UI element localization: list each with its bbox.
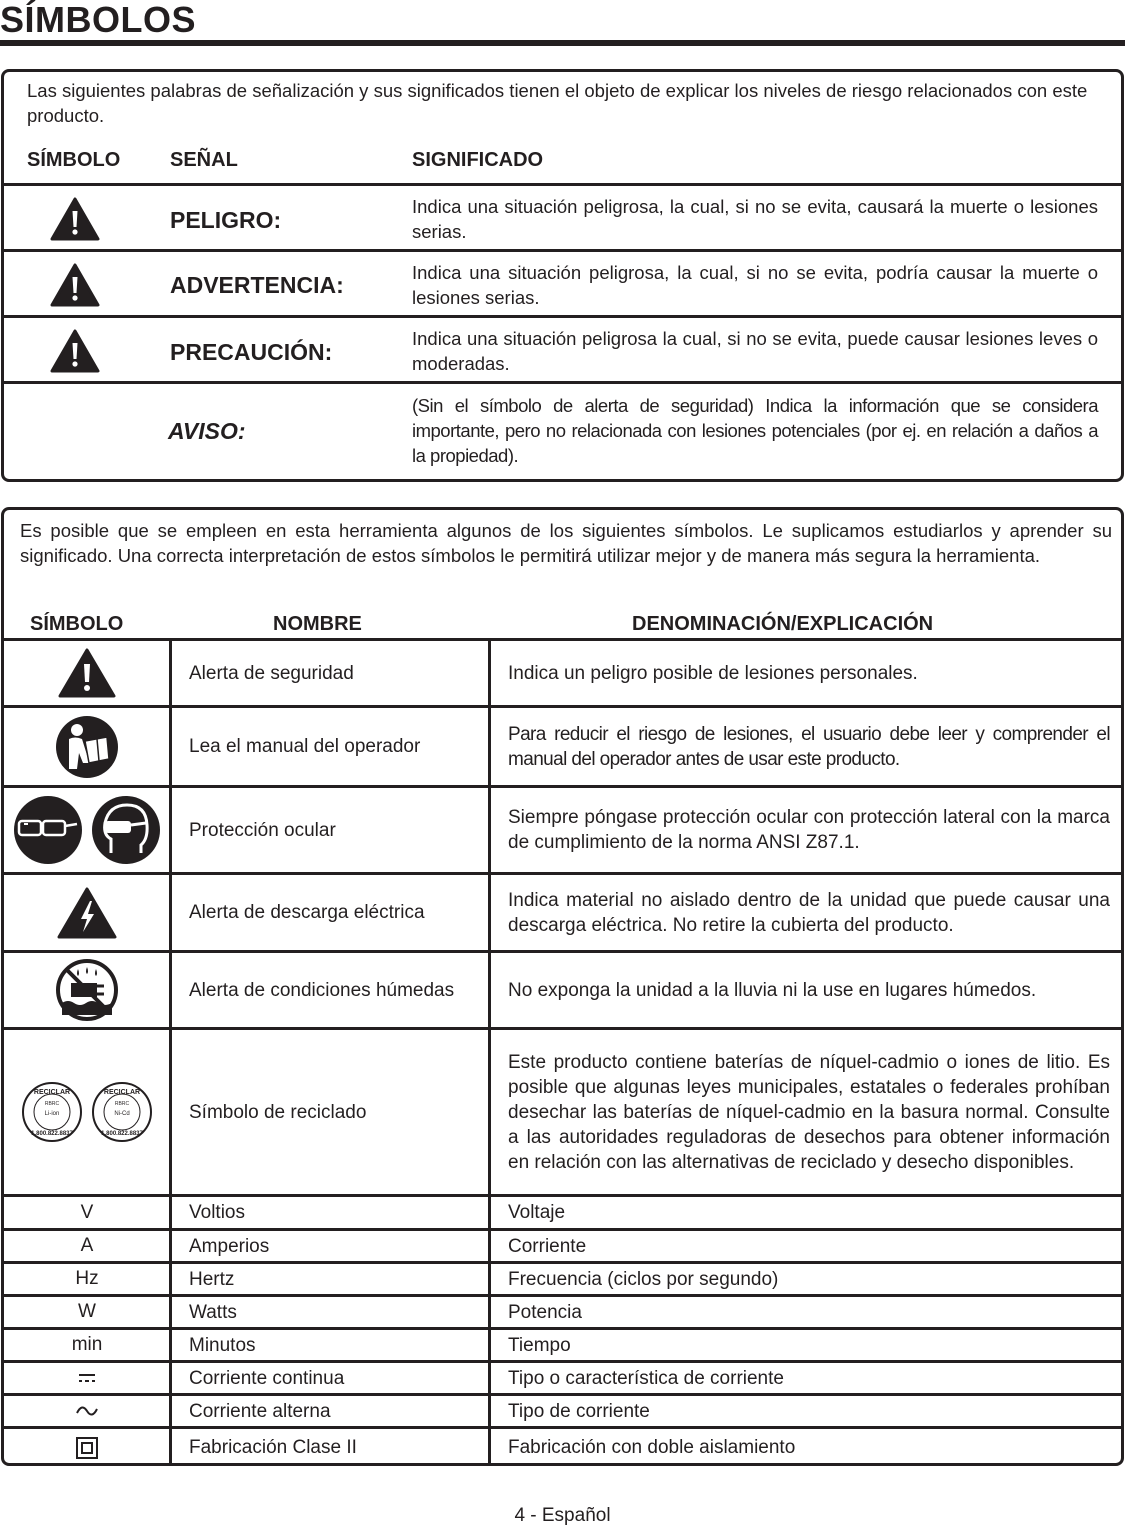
symbol-name: Alerta de seguridad [189,662,354,684]
unit-name: Fabricación Clase II [189,1437,357,1458]
warning-triangle-icon [50,263,100,307]
svg-text:1.800.822.8837: 1.800.822.8837 [31,1131,73,1137]
symbol-explanation: Indica material no aislado dentro de la unidad que puede causar una descarga eléctrica. No retire la cubierta del producto. [508,889,1110,936]
symbol-cell [4,708,170,785]
unit-explanation: Fabricación con doble aislamiento [508,1437,796,1458]
symbols-panel [1,507,1124,1466]
recycling-seal-ni-cd-icon [91,1081,153,1143]
header-explanation: DENOMINACIÓN/EXPLICACIÓN [632,613,934,635]
svg-text:Ni-Cd: Ni-Cd [114,1111,130,1117]
unit-symbol [4,1396,170,1426]
svg-text:RBRC: RBRC [114,1101,130,1107]
symbol-explanation: Siempre póngase protección ocular con protección lateral con la marca de cumplimiento de la norma ANSI Z87.1. [508,807,1110,853]
signal-intro: Las siguientes palabras de señalización y sus significados tienen el objeto de explicar los niveles de riesgo relacionados con este producto. [27,80,1088,126]
symbol-cell [4,1030,170,1194]
page-footer: 4 - Español [514,1505,611,1526]
unit-explanation: Corriente [508,1235,587,1257]
warning-triangle-icon [58,648,116,698]
unit-name: Amperios [189,1235,270,1257]
header-symbol: SÍMBOLO [27,149,121,171]
unit-explanation: Tiempo [508,1334,571,1356]
signal-word-precaucion: PRECAUCIÓN: [170,339,333,365]
signal-meaning: Indica una situación peligrosa, la cual, si no se evita, causará la muerte o lesiones serias. [412,196,1098,242]
unit-name: Corriente alterna [189,1400,331,1422]
unit-symbol: min [71,1334,103,1355]
unit-explanation: Tipo o característica de corriente [508,1367,784,1389]
symbol-cell [4,875,170,950]
signal-meaning: Indica una situación peligrosa, la cual, si no se evita, podría causar la muerte o lesiones serias. [412,262,1098,308]
symbol-name: Alerta de condiciones húmedas [189,979,455,1001]
alternating-current-icon [76,1403,98,1419]
svg-text:Li-ion: Li-ion [44,1111,60,1117]
symbol-cell [4,953,170,1027]
safety-glasses-icon [13,795,83,865]
header-symbol: SÍMBOLO [30,613,124,635]
read-manual-icon [55,715,119,779]
svg-text:RECICLAR: RECICLAR [103,1089,141,1096]
symbol-explanation: Para reducir el riesgo de lesiones, el usuario debe leer y comprender el manual del operador antes de usar este producto. [508,723,1110,770]
header-signal: SEÑAL [170,149,238,171]
symbol-cell [4,788,170,872]
signal-words-panel [1,69,1124,482]
unit-symbol: W [78,1301,96,1322]
header-meaning: SIGNIFICADO [412,149,544,171]
electric-shock-icon [57,887,117,939]
signal-meaning: Indica una situación peligrosa la cual, si no se evita, puede causar lesiones leves o moderadas. [412,328,1098,374]
symbol-explanation: Este producto contiene baterías de níquel-cadmio o iones de litio. Es posible que algunas leyes municipales, estatales o federales prohíban desechar las baterías de níquel-cadmio en la basura normal. Consulte a las autoridades reguladoras de desechos para obtener información en relación con las alternativas de reciclado y desecho disponibles. [508,1051,1110,1173]
direct-current-icon [78,1372,96,1384]
unit-name: Corriente continua [189,1367,345,1389]
unit-explanation: Frecuencia (ciclos por segundo) [508,1268,779,1290]
unit-symbol [4,1429,170,1466]
title-divider [0,40,1125,46]
symbol-name: Protección ocular [189,819,336,841]
signal-word-advertencia: ADVERTENCIA: [170,272,344,298]
unit-symbol: A [80,1235,94,1256]
class-ii-construction-icon [76,1437,98,1459]
warning-triangle-icon [50,197,100,241]
unit-name: Watts [189,1301,237,1323]
recycling-seal-li-ion-icon [21,1081,83,1143]
unit-symbol: Hz [75,1268,99,1289]
signal-meaning: (Sin el símbolo de alerta de seguridad) Indica la información que se considera importante, pero no relacionada con lesiones potenciales (por ej. en relación a daños a la propiedad). [412,395,1098,466]
symbol-explanation: No exponga la unidad a la lluvia ni la use en lugares húmedos. [508,979,1037,1001]
svg-text:1.800.822.8837: 1.800.822.8837 [101,1131,143,1137]
row-divider [4,315,1121,318]
unit-explanation: Tipo de corriente [508,1400,650,1422]
row-divider [4,249,1121,252]
unit-explanation: Potencia [508,1301,582,1323]
svg-text:RECICLAR: RECICLAR [33,1089,71,1096]
face-shield-icon [91,795,161,865]
row-divider [4,381,1121,384]
unit-name: Voltios [189,1202,245,1223]
svg-text:RBRC: RBRC [44,1101,60,1107]
unit-explanation: Voltaje [508,1202,566,1223]
symbol-cell [4,641,170,705]
symbol-name: Lea el manual del operador [189,736,421,757]
warning-triangle-icon [50,329,100,373]
header-name: NOMBRE [273,613,362,635]
symbols-intro: Es posible que se empleen en esta herramienta algunos de los siguientes símbolos. Le suplicamos estudiarlos y aprender su significado. Una correcta interpretación de estos símbolos le permitirá utilizar mejor y de manera más segura la herramienta. [20,520,1112,566]
unit-symbol [4,1363,170,1393]
row-divider [4,183,1121,186]
wet-conditions-icon [56,959,118,1021]
symbol-name: Símbolo de reciclado [189,1101,367,1123]
signal-word-peligro: PELIGRO: [170,207,282,233]
symbol-explanation: Indica un peligro posible de lesiones personales. [508,662,918,684]
signal-word-aviso: AVISO: [168,418,246,444]
symbol-name: Alerta de descarga eléctrica [189,902,425,923]
column-divider [488,638,491,1466]
unit-name: Hertz [189,1268,235,1290]
page-title: SÍMBOLOS [0,0,197,40]
unit-symbol: V [80,1201,94,1223]
unit-name: Minutos [189,1334,256,1356]
